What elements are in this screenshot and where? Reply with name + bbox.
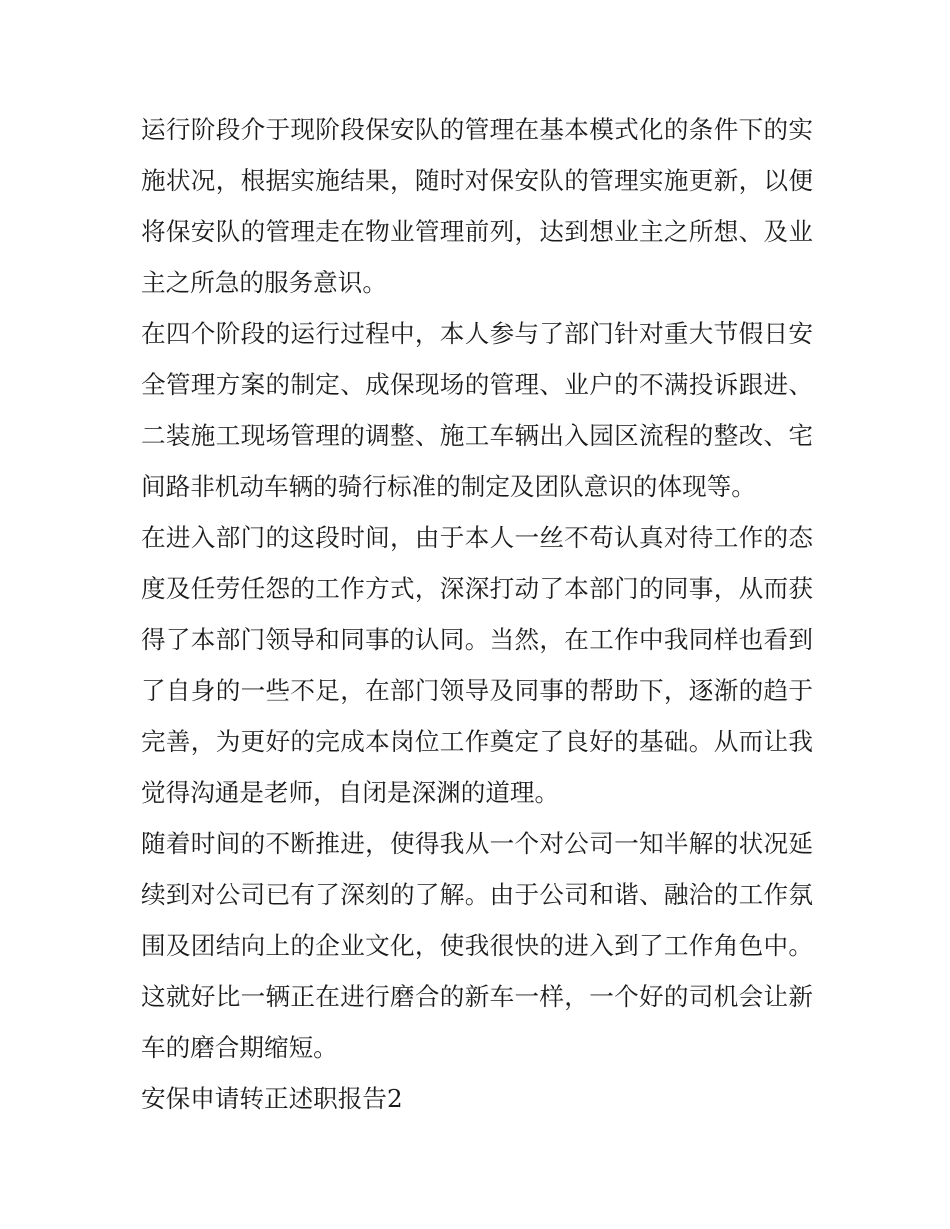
paragraph-four-stages: 在四个阶段的运行过程中，本人参与了部门针对重大节假日安全管理方案的制定、成保现场的管理、业户的不满投诉跟进、二装施工现场管理的调整、施工车辆出入园区流程的整改、宅间路非机动车辆的骑行标准的制定及团队意识的体现等。 [141, 319, 813, 501]
paragraph-company-understanding: 随着时间的不断推进，使得我从一个对公司一知半解的状况延续到对公司已有了深刻的了解。由于公司和谐、融洽的工作氛围及团结向上的企业文化，使我很快的进入到了工作角色中。这就好比一辆正在进行磨合的新车一样，一个好的司机会让新车的磨合期缩短。 [141, 829, 813, 1062]
paragraph-operation-stage: 运行阶段介于现阶段保安队的管理在基本模式化的条件下的实施状况，根据实施结果，随时对保安队的管理实施更新，以便将保安队的管理走在物业管理前列，达到想业主之所想、及业主之所急的服务意识。 [141, 115, 813, 297]
section-heading: 安保申请转正述职报告2 [141, 1084, 403, 1113]
document-body [141, 104, 813, 1124]
paragraph-department-time: 在进入部门的这段时间，由于本人一丝不苟认真对待工作的态度及任劳任怨的工作方式，深深打动了本部门的同事，从而获得了本部门领导和同事的认同。当然，在工作中我同样也看到了自身的一些不足，在部门领导及同事的帮助下，逐渐的趋于完善，为更好的完成本岗位工作奠定了良好的基础。从而让我觉得沟通是老师，自闭是深渊的道理。 [141, 523, 813, 807]
